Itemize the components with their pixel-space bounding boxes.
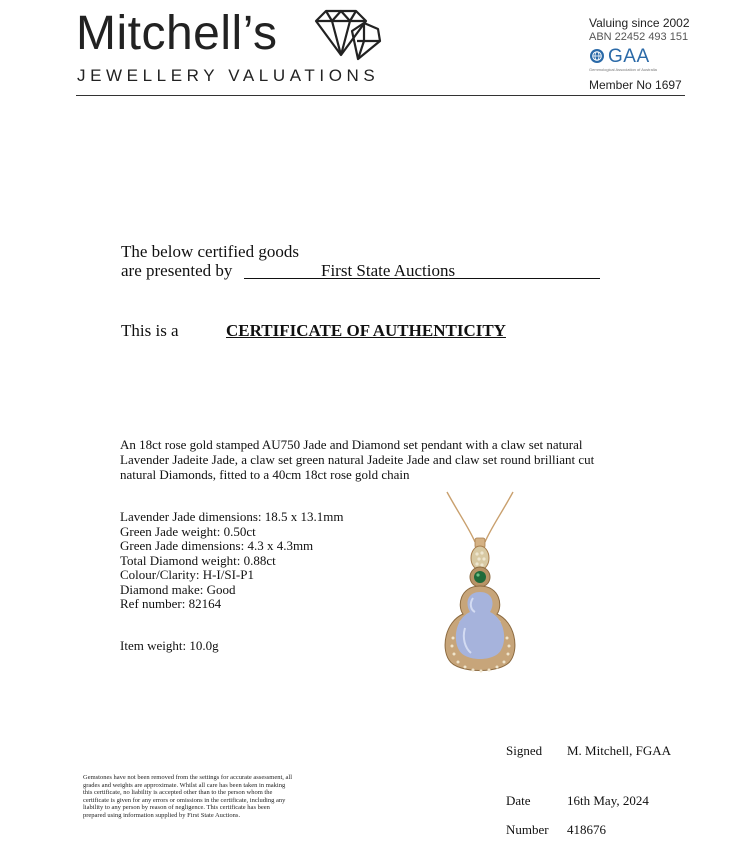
spec-item: Green Jade weight: 0.50ct — [120, 523, 256, 539]
brand-name: Mitchell’s — [76, 7, 278, 60]
header-divider — [76, 95, 685, 96]
brand-subtitle: JEWELLERY VALUATIONS — [77, 66, 380, 85]
presenter-name: First State Auctions — [321, 261, 456, 280]
valuing-since: Valuing since 2002 — [589, 16, 690, 30]
spec-list — [120, 510, 344, 612]
number-label: Number — [506, 822, 549, 837]
date-value: 16th May, 2024 — [567, 793, 649, 808]
signed-label: Signed — [506, 743, 543, 758]
this-is-label: This is a — [121, 321, 179, 340]
abn-number: ABN 22452 493 151 — [589, 31, 689, 43]
item-description: An 18ct rose gold stamped AU750 Jade and Diamond set pendant with a claw set natural Lavender Jadeite Jade, a claw set green natural Jadeite Jade and claw set round brilliant cut natural Diamonds, fitted to a 40cm 18ct rose gold chain — [120, 437, 595, 482]
spec-item: Total Diamond weight: 0.88ct — [120, 552, 276, 568]
spec-item: Diamond make: Good — [120, 581, 236, 597]
gaa-label: GAA — [608, 46, 650, 67]
spec-item: Ref number: 82164 — [120, 596, 222, 611]
item-weight: Item weight: 10.0g — [120, 638, 219, 653]
member-number: Member No 1697 — [589, 78, 682, 92]
gaa-globe-icon — [589, 48, 605, 64]
disclaimer: Gemstones have not been removed from the settings for accurate assessment, all grades and weights are approximate. Whilst all care has been taken in making this certificate, no liability is accepted other than to the person whom the certificate is given for any errors or omissions in the certificate, including any liability to any person by reason of negligence. This certificate has been prepared using information supplied by First State Auctions. — [83, 774, 293, 819]
diamond-logo-icon — [312, 9, 384, 61]
signed-value: M. Mitchell, FGAA — [567, 743, 671, 758]
certificate-title: CERTIFICATE OF AUTHENTICITY — [226, 321, 506, 340]
spec-item: Lavender Jade dimensions: 18.5 x 13.1mm — [120, 509, 344, 524]
presented-line2: are presented by — [121, 261, 233, 280]
pendant-photo — [425, 488, 535, 688]
certificate-number: 418676 — [567, 822, 606, 837]
gaa-full-name: Gemmological Association of Australia — [589, 67, 657, 72]
presented-line1: The below certified goods — [121, 242, 299, 261]
spec-item: Colour/Clarity: H-I/SI-P1 — [120, 567, 254, 582]
spec-item: Green Jade dimensions: 4.3 x 4.3mm — [120, 538, 314, 553]
date-label: Date — [506, 793, 531, 808]
